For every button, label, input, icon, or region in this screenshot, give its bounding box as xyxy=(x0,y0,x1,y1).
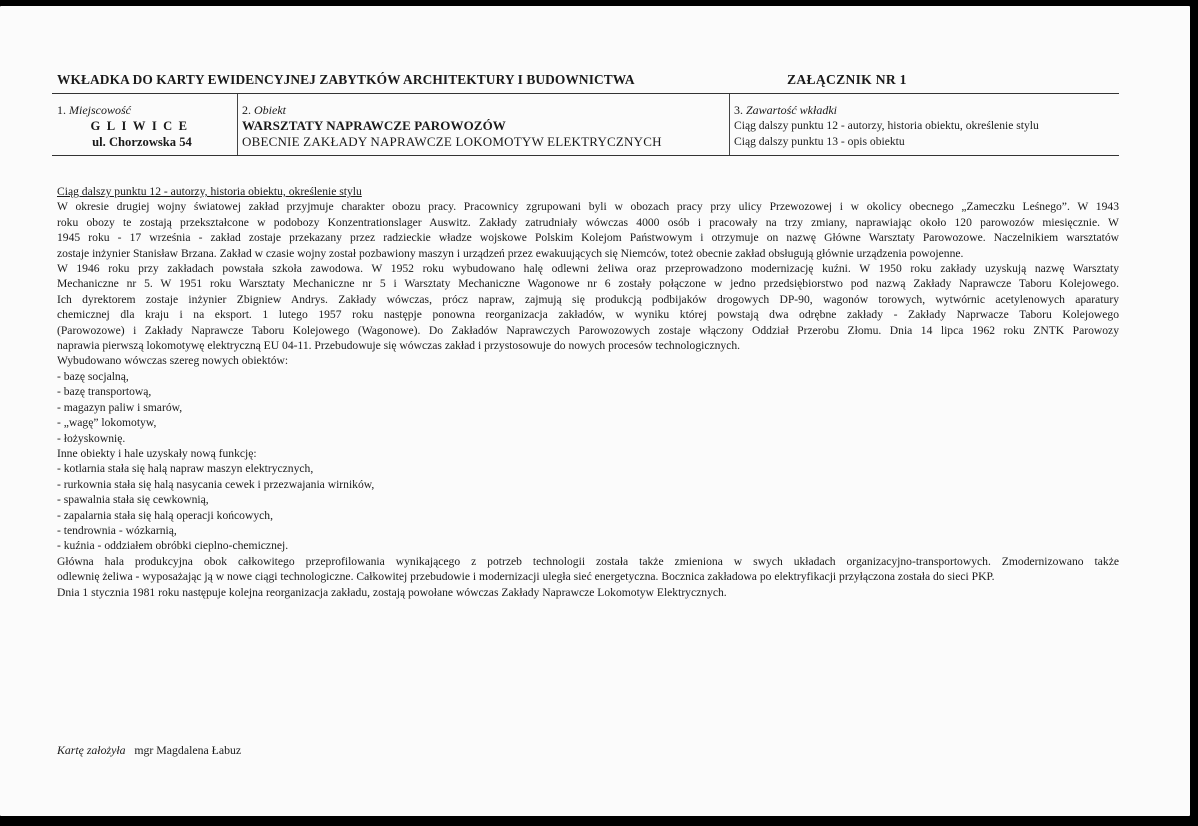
body-line: W okresie drugiej wojny światowej zakład przyjmuje charakter obozu pracy. Pracownicy zgrupowani byli w obozach pracy przy ulicy Przewozowej i w okolicy obecnego „Zameczku Leśnego”. W 1943 xyxy=(57,200,1119,214)
section-heading: Ciąg dalszy punktu 12 - autorzy, historia obiektu, określenie stylu xyxy=(57,185,362,198)
body-line: odlewnię żeliwa - wyposażając ją w nowe ciągi technologiczne. Całkowitej przebudowie i modernizacji uległa sieć energetyczna. Bocznica zakładowa po elektryfikacji przyłączona została do sieci PKP. xyxy=(57,570,995,584)
object-cell xyxy=(242,102,726,150)
list-item: - magazyn paliw i smarów, xyxy=(57,400,183,414)
body-text xyxy=(57,184,1119,600)
document-sheet xyxy=(0,6,1190,816)
location-street: ul. Chorzowska 54 xyxy=(92,135,192,149)
list-item: - bazę socjalną, xyxy=(57,369,129,383)
card-author xyxy=(57,743,241,758)
card-author-name: mgr Magdalena Łabuz xyxy=(134,743,242,757)
document-title: WKŁADKA DO KARTY EWIDENCYJNEJ ZABYTKÓW ARCHITEKTURY I BUDOWNICTWA xyxy=(57,72,635,87)
location-cell xyxy=(57,102,233,150)
list-item: - zapalarnia stała się halą operacji końcowych, xyxy=(57,508,273,522)
list-item: - spawalnia stała się cewkownią, xyxy=(57,493,209,507)
body-line: chemicznej dla kraju i na eksport. 1 lutego 1957 roku następje ponowna reorganizacja zakładów, w wyniku której powstają dwa odrębne zakłady - Zakłady Naprwacze Taboru Kolejowego xyxy=(57,308,1119,322)
annex-number: ZAŁĄCZNIK NR 1 xyxy=(787,72,907,87)
list-item: - bazę transportową, xyxy=(57,385,152,399)
body-line: (Parowozowe) i Zakłady Naprawcze Taboru Kolejowego (Wagonowe). Do Zakładów Naprawczych Parowozowych zostaje włączony Oddział Przerobu Złomu. Dnia 14 lipca 1962 roku ZNTK Parowozy xyxy=(57,323,1119,337)
column-divider-1 xyxy=(237,94,238,155)
location-city: GLIWICE xyxy=(90,119,194,133)
body-line: Wybudowano wówczas szereg nowych obiektów: xyxy=(57,354,289,368)
object-number: 2. xyxy=(242,103,251,117)
object-label xyxy=(242,102,726,118)
location-label xyxy=(57,102,233,118)
body-line: Dnia 1 stycznia 1981 roku następuje kolejna reorganizacja zakładu, zostają powołane wówczas Zakłady Naprawcze Lokomotyw Elektrycznych. xyxy=(57,585,727,599)
body-line: zostaje inżynier Stanisław Brzana. Zakład w czasie wojny został pozbawiony maszyn i urządzeń przez ewakuujących się Niemców, toteż obecnie zakład obsługują głównie urządzenia powojenne. xyxy=(57,246,964,260)
contents-label xyxy=(734,102,1119,118)
header-top-rule xyxy=(52,93,1119,94)
body-line: Ich dyrektorem zostaje inżynier Zbigniew Andrys. Zakłady wówczas, prócz napraw, zajmują się produkcją podbijaków drogowych DP-90, wagonów torowych, wytwórnic acetylenowych aparatury xyxy=(57,292,1119,306)
document-header xyxy=(57,72,1119,94)
object-label-text: Obiekt xyxy=(254,103,286,117)
location-number: 1. xyxy=(57,103,66,117)
contents-line-2: Ciąg dalszy punktu 13 - opis obiektu xyxy=(734,135,905,148)
body-line: naprawia pierwszą lokomotywę elektryczną EU 04-11. Przebudowuje się wówczas zakład i przystosowuje do nowych procesów technologicznych. xyxy=(57,339,741,353)
body-line: 1945 roku - 17 września - zakład zostaje przekazany przez radzieckie władze wojskowe Polskim Kolejom Państwowym i otrzymuje on nazwę Główne Warsztaty Parowozowe. Naczelnikiem warsztatów xyxy=(57,231,1119,245)
list-item: - „wagę” lokomotyw, xyxy=(57,416,157,430)
object-current-name: OBECNIE ZAKŁADY NAPRAWCZE LOKOMOTYW ELEKTRYCZNYCH xyxy=(242,134,662,149)
body-line: roku obozy te zostają przekształcone w podobozy Konzentrationslager Auswitz. Zakłady zatrudniały wówczas 4000 osób i pracowały na trzy zmiany, naprawiając około 120 parowozów miesięcznie. W xyxy=(57,215,1119,229)
list-item: - łożyskownię. xyxy=(57,431,126,445)
location-label-text: Miejscowość xyxy=(69,103,131,117)
header-bottom-rule xyxy=(52,155,1119,156)
body-line: Mechaniczne nr 5. W 1951 roku Warsztaty Mechaniczne nr 5 i Warsztaty Mechaniczne Wagonowe nr 6 zostały połączone w jedno przedsiębiorstwo pod nazwą Zakłady Naprawcze Taboru Kolejowego. xyxy=(57,277,1119,291)
list-item: - kuźnia - oddziałem obróbki cieplno-chemicznej. xyxy=(57,539,289,553)
body-line: W 1946 roku przy zakładach powstała szkoła zawodowa. W 1952 roku wybudowano halę odlewni żeliwa oraz przeprowadzono modernizację kuźni. W 1950 roku zakłady uzyskują nazwę Warsztaty xyxy=(57,262,1119,276)
contents-cell xyxy=(734,102,1119,150)
card-author-label: Kartę założyła xyxy=(57,743,126,757)
body-line: Inne obiekty i hale uzyskały nową funkcję: xyxy=(57,446,257,460)
contents-number: 3. xyxy=(734,103,743,117)
contents-line-1: Ciąg dalszy punktu 12 - autorzy, historia obiektu, określenie stylu xyxy=(734,119,1039,132)
list-item: - tendrownia - wózkarnią, xyxy=(57,523,177,537)
column-divider-2 xyxy=(729,94,730,155)
contents-label-text: Zawartość wkładki xyxy=(746,103,838,117)
body-line: Główna hala produkcyjna obok całkowitego przeprofilowania wynikającego z potrzeb technologii została także zmieniona w swych układach organizacyjno-transportowych. Zmodernizowano także xyxy=(57,554,1119,568)
list-item: - kotlarnia stała się halą napraw maszyn elektrycznych, xyxy=(57,462,314,476)
object-name: WARSZTATY NAPRAWCZE PAROWOZÓW xyxy=(242,118,506,133)
list-item: - rurkownia stała się halą nasycania cewek i przezwajania wirników, xyxy=(57,477,375,491)
